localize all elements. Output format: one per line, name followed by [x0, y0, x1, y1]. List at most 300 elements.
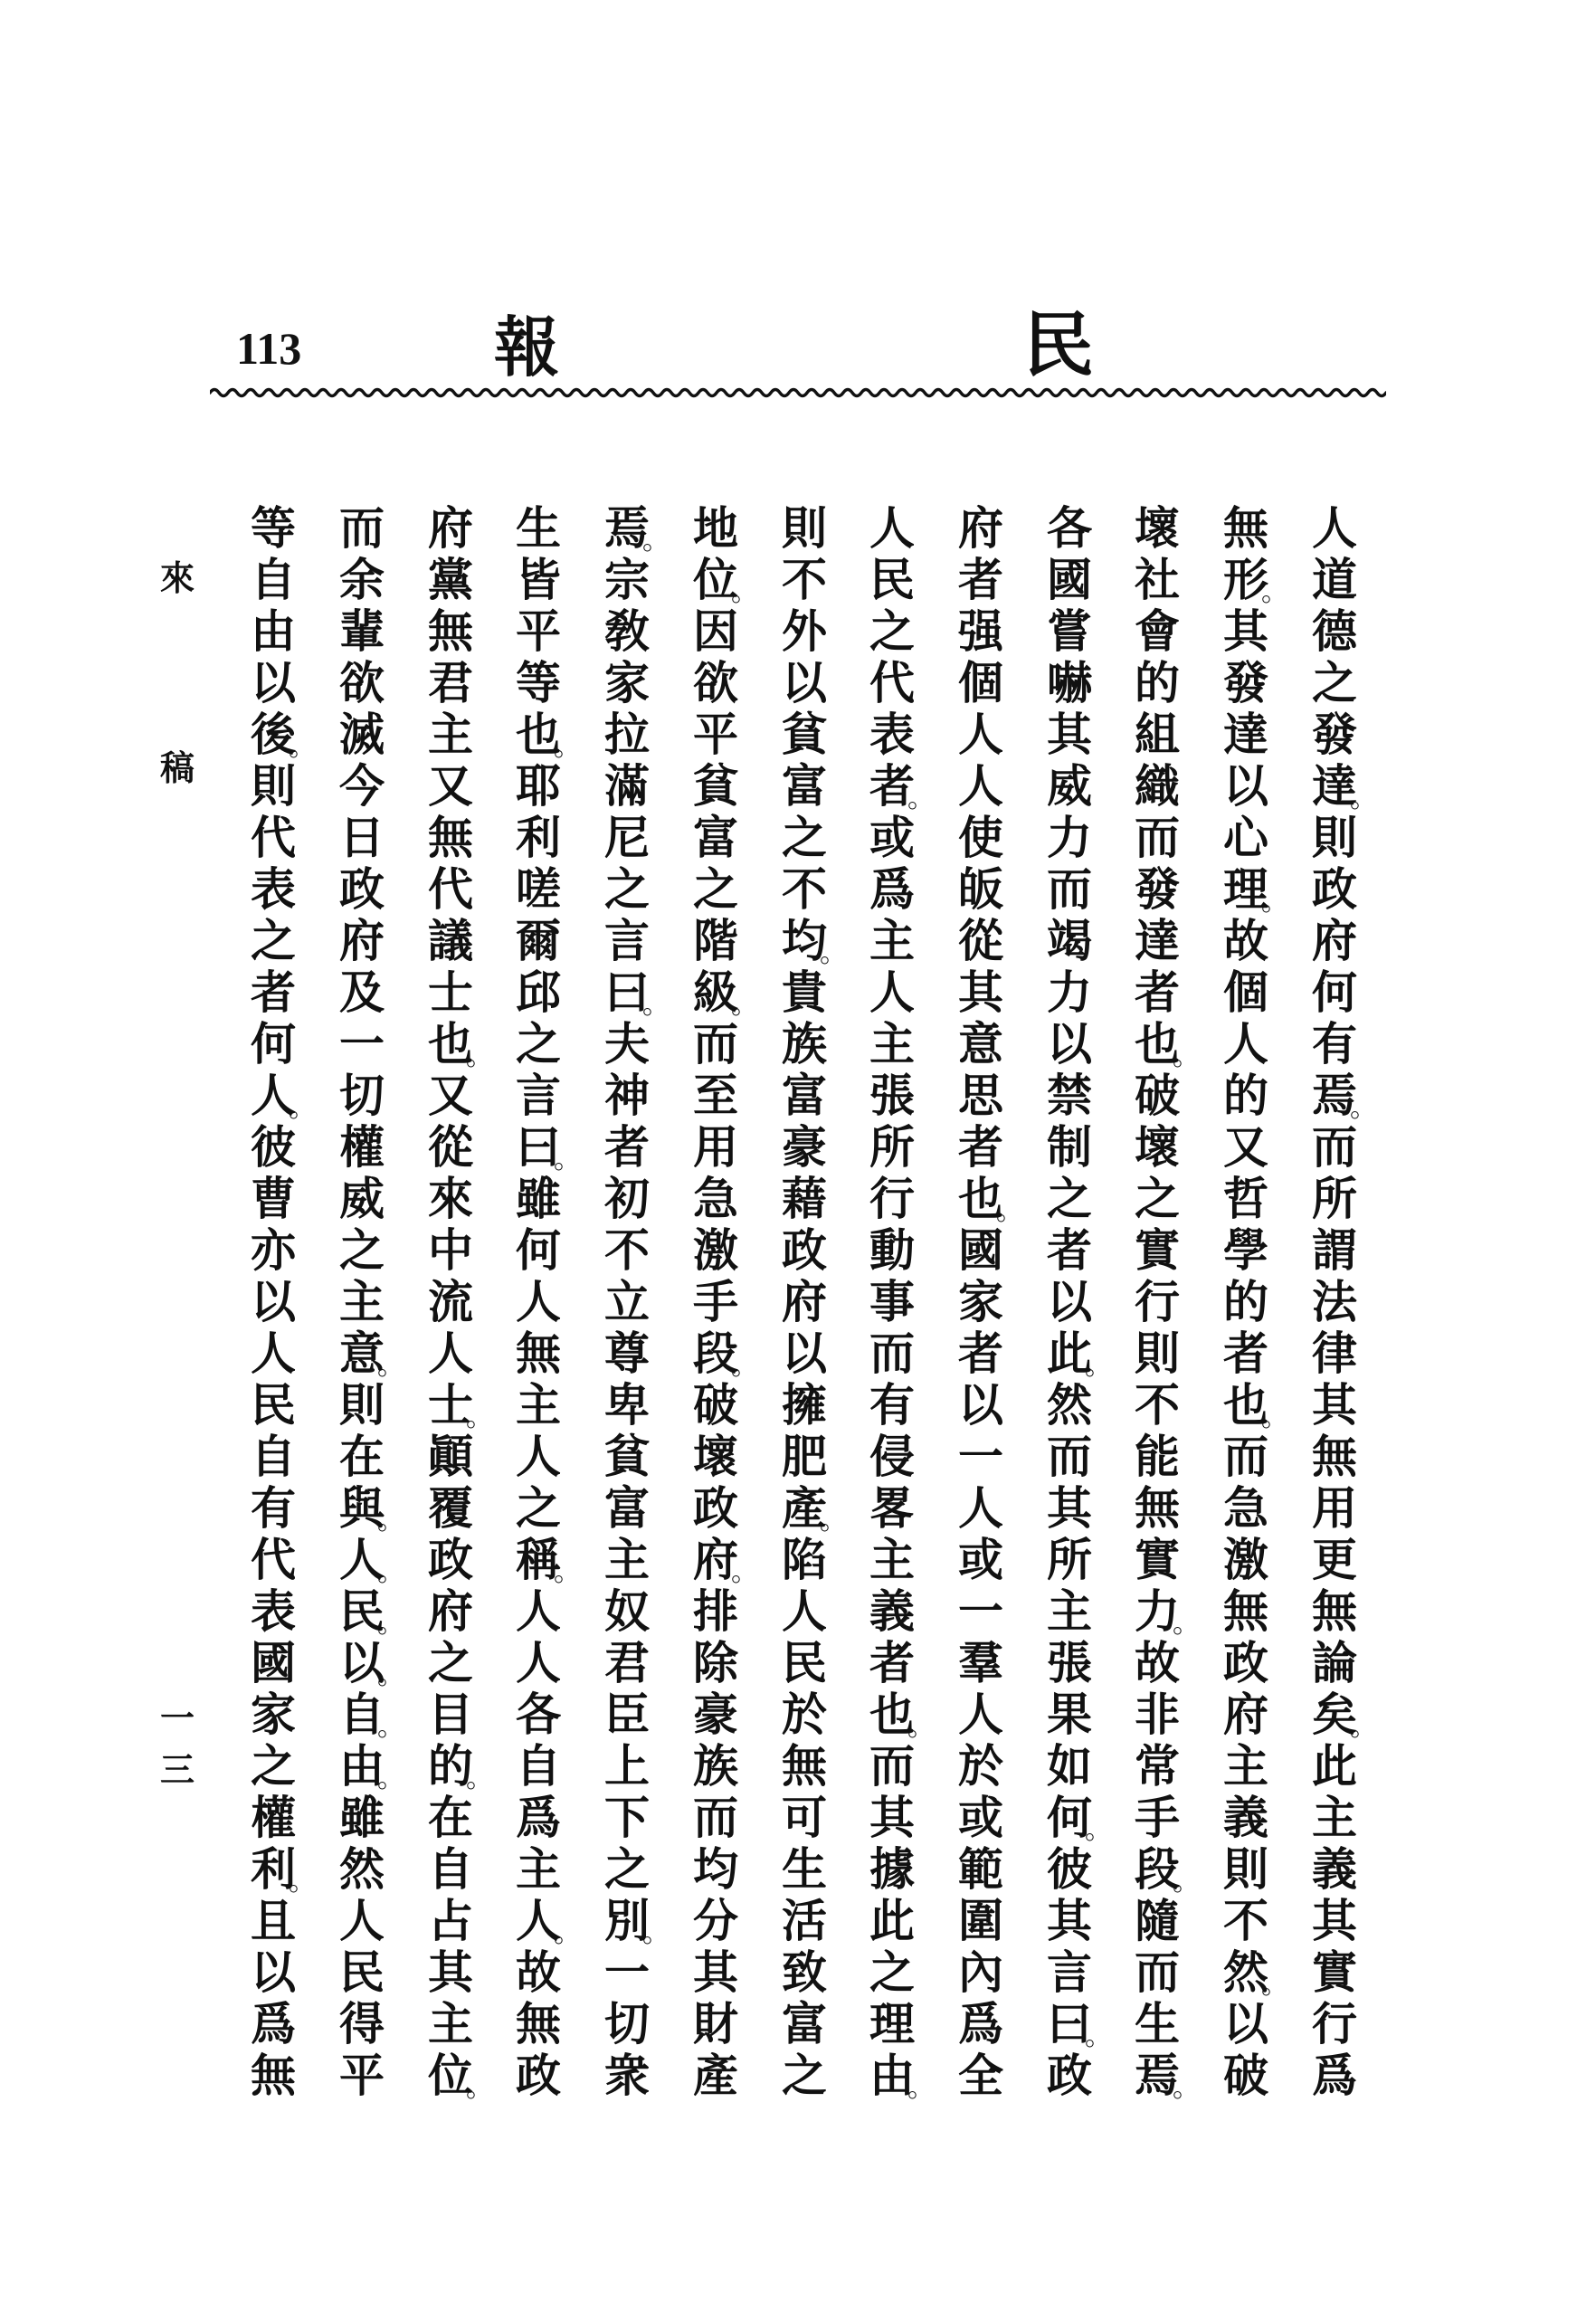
character: 尊 [604, 1327, 650, 1380]
text-column [689, 501, 758, 2102]
punctuation-mark: 。 [466, 1763, 493, 1794]
character: 今 [339, 759, 385, 813]
character: 焉 。 [604, 501, 670, 556]
character: 焉 。 [1135, 2049, 1200, 2104]
character: 不 [782, 553, 827, 606]
character: 更 [1312, 1533, 1357, 1586]
character: 嚇 [1047, 656, 1092, 709]
character: 代 [251, 1533, 296, 1586]
character: 急 [693, 1172, 738, 1225]
character: 富 [782, 1997, 827, 2050]
character: 在 [428, 1791, 473, 1844]
character: 人 [958, 1688, 1003, 1741]
character: 政 [339, 862, 385, 916]
text-column [512, 501, 581, 2102]
character: 手 [1135, 1791, 1180, 1844]
character: 族 [693, 1739, 738, 1793]
text-column [1131, 501, 1200, 2104]
punctuation-mark: 。 [1173, 1608, 1200, 1640]
character: 所 [869, 1120, 915, 1174]
character: 主 [1312, 1791, 1357, 1844]
character: 不 [782, 862, 827, 916]
character: 以 [251, 1945, 296, 1999]
character: 以 [958, 1378, 1003, 1432]
character: 曰 。 [1047, 1997, 1112, 2052]
character: 由 。 [869, 2049, 935, 2104]
character: 雖 [516, 1172, 561, 1225]
character: 與 。 [339, 1481, 404, 1536]
character: 人 [869, 966, 915, 1019]
character: 社 [1135, 553, 1180, 606]
character: 又 [1223, 1120, 1268, 1174]
character: 夫 [604, 1017, 650, 1070]
character: 實 [1135, 1223, 1180, 1277]
punctuation-mark: 。 [642, 1917, 670, 1949]
character: 常 [1135, 1739, 1180, 1793]
character: 之 [1135, 1172, 1180, 1225]
character: 無 [1312, 1430, 1357, 1483]
section-label-char: 稿 [159, 747, 195, 788]
punctuation-mark: 。 [1085, 2021, 1112, 2052]
character: 使 [958, 811, 1003, 864]
punctuation-mark: 。 [377, 1556, 404, 1588]
character: 發 [1312, 708, 1357, 761]
character: 壞 [1135, 501, 1180, 555]
character: 其 [428, 1945, 473, 1999]
character: 果 [1047, 1688, 1092, 1741]
character: 政 [1047, 2049, 1092, 2102]
character: 無 [428, 811, 473, 864]
character: 主 [516, 1842, 561, 1896]
character: 以 [251, 1275, 296, 1328]
character: 以 [782, 656, 827, 709]
character: 政 [516, 2049, 561, 2102]
character: 故 [516, 1945, 561, 1999]
character: 故 [1223, 914, 1268, 967]
text-column [247, 501, 316, 2102]
character: 人 [516, 1584, 561, 1638]
character: 議 [428, 914, 473, 967]
character: 而 [693, 1017, 738, 1070]
character: 民 [869, 553, 915, 606]
character: 代 [251, 811, 296, 864]
character: 邱 [516, 966, 561, 1019]
character: 言 [516, 1069, 561, 1122]
character: 達 [1223, 708, 1268, 761]
punctuation-mark: 。 [554, 1144, 581, 1175]
character: 的 [1223, 1069, 1268, 1122]
character: 人 [869, 501, 915, 555]
character: 國 [958, 1223, 1003, 1277]
character: 急 [1223, 1481, 1268, 1535]
character: 用 [693, 1120, 738, 1174]
character: 者 [1047, 1223, 1092, 1277]
character: 德 [1312, 604, 1357, 658]
character: 家 [958, 1275, 1003, 1328]
character: 則 [339, 1378, 385, 1432]
character: 士 。 [428, 1378, 493, 1433]
character: 畧 [869, 1481, 915, 1535]
character: 非 [1135, 1688, 1180, 1741]
character: 竭 [1047, 914, 1092, 967]
character: 的 [1135, 656, 1180, 709]
character: 則 [1223, 1842, 1268, 1896]
character: 無 [1223, 501, 1268, 555]
character: 人 [516, 1636, 561, 1689]
character: 國 [251, 1636, 296, 1689]
punctuation-mark: 。 [642, 989, 670, 1021]
punctuation-mark: 。 [377, 1350, 404, 1382]
text-column [601, 501, 670, 2102]
character: 貴 [782, 966, 827, 1019]
character: 其 [958, 966, 1003, 1019]
character: 也 。 [869, 1688, 935, 1743]
character: 顚 [428, 1430, 473, 1483]
character: 貧 [693, 759, 738, 813]
character: 政 [693, 1481, 738, 1535]
character: 宗 [604, 553, 650, 606]
character: 以 [1223, 759, 1268, 813]
character: 位 。 [693, 553, 758, 608]
character: 者 。 [869, 759, 935, 814]
character: 初 [604, 1172, 650, 1225]
character: 制 [1047, 1120, 1092, 1174]
character: 上 [604, 1739, 650, 1793]
punctuation-mark: 。 [1261, 1969, 1288, 2001]
character: 而 [1135, 1945, 1180, 1999]
character: 則 [782, 501, 827, 555]
punctuation-mark: 。 [907, 1711, 935, 1743]
punctuation-mark: 。 [554, 1917, 581, 1949]
character: 富 [693, 811, 738, 864]
character: 中 [428, 1223, 473, 1277]
character: 權 [251, 1791, 296, 1844]
punctuation-mark: 。 [731, 1350, 758, 1382]
punctuation-mark: 。 [1261, 886, 1288, 918]
character: 無 [251, 2049, 296, 2102]
character: 壞 [1135, 1120, 1180, 1174]
character: 士 [428, 966, 473, 1019]
character: 輩 [339, 604, 385, 658]
character: 表 [869, 708, 915, 761]
character: 從 [958, 914, 1003, 967]
section-label-char: 來 [159, 557, 195, 598]
character: 人 [339, 1894, 385, 1947]
character: 其 [1312, 1378, 1357, 1432]
character: 豪 [782, 1120, 827, 1174]
character: 雖 [339, 1791, 385, 1844]
character: 立 [604, 1275, 650, 1328]
character: 謂 [1312, 1223, 1357, 1277]
character: 學 [1223, 1223, 1268, 1277]
character: 人 [428, 1327, 473, 1380]
character: 組 [1135, 708, 1180, 761]
character: 分 [693, 1894, 738, 1947]
character: 主 [1047, 1584, 1092, 1638]
character: 然 。 [1223, 1945, 1288, 2001]
character: 嘗 [1047, 604, 1092, 658]
character: 理 [869, 1997, 915, 2050]
character: 織 [1135, 759, 1180, 813]
character: 有 [251, 1481, 296, 1535]
character: 道 [1312, 553, 1357, 606]
character: 切 [339, 1069, 385, 1122]
character: 產 [693, 2049, 738, 2102]
character: 之 [782, 2049, 827, 2102]
character: 貧 [604, 1430, 650, 1483]
character: 財 [693, 1997, 738, 2050]
character: 曰 。 [604, 966, 670, 1021]
character: 之 [693, 862, 738, 916]
character: 人 [516, 1275, 561, 1328]
character: 如 [1047, 1739, 1092, 1793]
character: 不 [1135, 1378, 1180, 1432]
character: 內 [958, 1945, 1003, 1999]
punctuation-mark: 。 [1173, 1041, 1200, 1072]
character: 而 [1312, 1120, 1357, 1174]
character: 以 [782, 1327, 827, 1380]
character: 理 。 [1223, 862, 1288, 918]
character: 自 [251, 1430, 296, 1483]
character: 自 [251, 553, 296, 606]
character: 一 [604, 1945, 650, 1999]
character: 而 [1047, 862, 1092, 916]
character: 無 [428, 604, 473, 658]
character: 由 。 [339, 1739, 404, 1794]
punctuation-mark: 。 [1173, 1866, 1200, 1898]
text-column [866, 501, 935, 2104]
character: 然 [339, 1842, 385, 1896]
punctuation-mark: 。 [554, 731, 581, 763]
folio-char: 三 [159, 1749, 195, 1790]
punctuation-mark: 。 [996, 1195, 1023, 1227]
punctuation-mark: 。 [377, 1763, 404, 1794]
character: 政 [428, 1533, 473, 1586]
character: 而 [339, 501, 385, 555]
character: 爲 [251, 1997, 296, 2050]
character: 而 [869, 1327, 915, 1380]
character: 以 [251, 656, 296, 709]
character: 階 [693, 914, 738, 967]
character: 威 [1047, 759, 1092, 813]
character: 思 [958, 1069, 1003, 1122]
character: 表 [251, 1584, 296, 1638]
punctuation-mark: 。 [289, 1866, 316, 1898]
character: 或 [869, 811, 915, 864]
punctuation-mark: 。 [1261, 576, 1288, 608]
punctuation-mark: 。 [377, 1711, 404, 1743]
character: 義 [1312, 1842, 1357, 1896]
punctuation-mark: 。 [731, 989, 758, 1021]
character: 之 [251, 1739, 296, 1793]
character: 據 [869, 1842, 915, 1896]
character: 耶 [516, 759, 561, 813]
character: 切 [604, 1997, 650, 2050]
character: 之 [869, 1945, 915, 1999]
character: 利 。 [251, 1842, 316, 1898]
character: 滿 [604, 759, 650, 813]
punctuation-mark: 。 [1350, 1092, 1377, 1124]
character: 無 [782, 1739, 827, 1793]
character: 所 [1047, 1533, 1092, 1586]
character: 義 [869, 1584, 915, 1638]
character: 主 [869, 1017, 915, 1070]
character: 黨 [428, 553, 473, 606]
character: 其 [869, 1791, 915, 1844]
character: 亦 [251, 1223, 296, 1277]
character: 壞 [693, 1430, 738, 1483]
character: 覆 [428, 1481, 473, 1535]
character: 無 [516, 1327, 561, 1380]
character: 有 [1312, 1017, 1357, 1070]
character: 也 。 [958, 1172, 1023, 1227]
character: 或 [958, 1791, 1003, 1844]
character: 主 [428, 708, 473, 761]
character: 力 [1047, 811, 1092, 864]
character: 手 [693, 1275, 738, 1328]
character: 主 [339, 1275, 385, 1328]
character: 地 [693, 501, 738, 555]
character: 人 [782, 1584, 827, 1638]
character: 也 。 [1223, 1378, 1288, 1433]
character: 會 [1135, 604, 1180, 658]
punctuation-mark: 。 [1261, 1402, 1288, 1433]
character: 曰 。 [516, 1120, 581, 1175]
character: 之 [604, 1842, 650, 1896]
character: 實 [1135, 1533, 1180, 1586]
character: 所 [1312, 1172, 1357, 1225]
page-number: 113 [236, 323, 302, 374]
character: 活 [782, 1894, 827, 1947]
character: 破 [1135, 1069, 1180, 1122]
character: 代 [869, 656, 915, 709]
character: 且 [251, 1894, 296, 1947]
character: 豪 [693, 1688, 738, 1741]
character: 彼 [1047, 1842, 1092, 1896]
character: 曹 [251, 1172, 296, 1225]
character: 神 [604, 1069, 650, 1122]
character: 爲 [1312, 2049, 1357, 2102]
character: 破 [693, 1378, 738, 1432]
character: 拉 [604, 708, 650, 761]
character: 主 [428, 1997, 473, 2050]
punctuation-mark: 。 [820, 1505, 847, 1536]
character: 有 [869, 1378, 915, 1432]
character: 爲 [958, 1997, 1003, 2050]
character: 無 [1135, 1481, 1180, 1535]
character: 產 。 [782, 1481, 847, 1536]
character: 下 [604, 1791, 650, 1844]
character: 君 [604, 1636, 650, 1689]
punctuation-mark: 。 [377, 1608, 404, 1640]
character: 者 [1135, 966, 1180, 1019]
punctuation-mark: 。 [466, 1041, 493, 1072]
character: 以 。 [339, 1636, 404, 1691]
character: 府 [428, 501, 473, 555]
character: 在 [339, 1430, 385, 1483]
running-title-right: 民 [1023, 304, 1095, 386]
character: 代 [428, 862, 473, 916]
character: 其 [1047, 708, 1092, 761]
character: 之 [782, 811, 827, 864]
character: 則 [1135, 1327, 1180, 1380]
punctuation-mark: 。 [820, 937, 847, 969]
character: 各 [516, 1688, 561, 1741]
character: 言 [604, 914, 650, 967]
character: 法 [1312, 1275, 1357, 1328]
character: 的 [1223, 1275, 1268, 1328]
character: 利 [516, 811, 561, 864]
character: 之 [869, 604, 915, 658]
character: 肥 [782, 1430, 827, 1483]
punctuation-mark: 。 [1350, 783, 1377, 814]
character: 形 。 [1223, 553, 1288, 608]
character: 何 [1312, 966, 1357, 1019]
character: 實 [1312, 1945, 1357, 1999]
character: 級 。 [693, 966, 758, 1021]
character: 以 [1047, 1017, 1092, 1070]
character: 焉 。 [1312, 1069, 1377, 1124]
character: 也 。 [428, 1017, 493, 1072]
character: 之 [516, 1481, 561, 1535]
character: 日 [339, 811, 385, 864]
punctuation-mark: 。 [466, 2072, 493, 2104]
character: 而 [1223, 1430, 1268, 1483]
character: 行 [1135, 1275, 1180, 1328]
character: 富 [604, 1481, 650, 1535]
character: 則 [251, 759, 296, 813]
character: 由 [251, 604, 296, 658]
character: 府 。 [693, 1533, 758, 1588]
character: 者 [958, 553, 1003, 606]
character: 者 [869, 1636, 915, 1689]
character: 等 [516, 656, 561, 709]
character: 人 [1312, 501, 1357, 555]
wavy-header-rule [210, 379, 1386, 406]
character: 者 [251, 966, 296, 1019]
character: 爾 [516, 914, 561, 967]
character: 事 [869, 1275, 915, 1328]
punctuation-mark: 。 [731, 1556, 758, 1588]
text-column [1043, 501, 1112, 2102]
character: 者 [1223, 1327, 1268, 1380]
character: 主 [1223, 1739, 1268, 1793]
character: 於 [782, 1688, 827, 1741]
character: 其 [1047, 1894, 1092, 1947]
character: 的 。 [428, 1739, 493, 1794]
character: 全 [958, 2049, 1003, 2102]
punctuation-mark: 。 [466, 1402, 493, 1433]
character: 因 [693, 604, 738, 658]
character: 也 。 [516, 708, 581, 763]
punctuation-mark: 。 [289, 731, 316, 763]
punctuation-mark: 。 [1173, 2072, 1200, 2104]
character: 家 [604, 656, 650, 709]
character: 威 [339, 1172, 385, 1225]
punctuation-mark: 。 [907, 783, 935, 814]
character: 外 [782, 604, 827, 658]
character: 也 。 [1135, 1017, 1200, 1072]
character: 敎 [604, 604, 650, 658]
text-column [1308, 501, 1377, 2102]
character: 彼 [251, 1120, 296, 1174]
character: 此 [869, 1894, 915, 1947]
character: 之 [1312, 656, 1357, 709]
character: 行 [869, 1172, 915, 1225]
character: 張 [1047, 1636, 1092, 1689]
character: 國 [1047, 553, 1092, 606]
character: 卑 [604, 1378, 650, 1432]
